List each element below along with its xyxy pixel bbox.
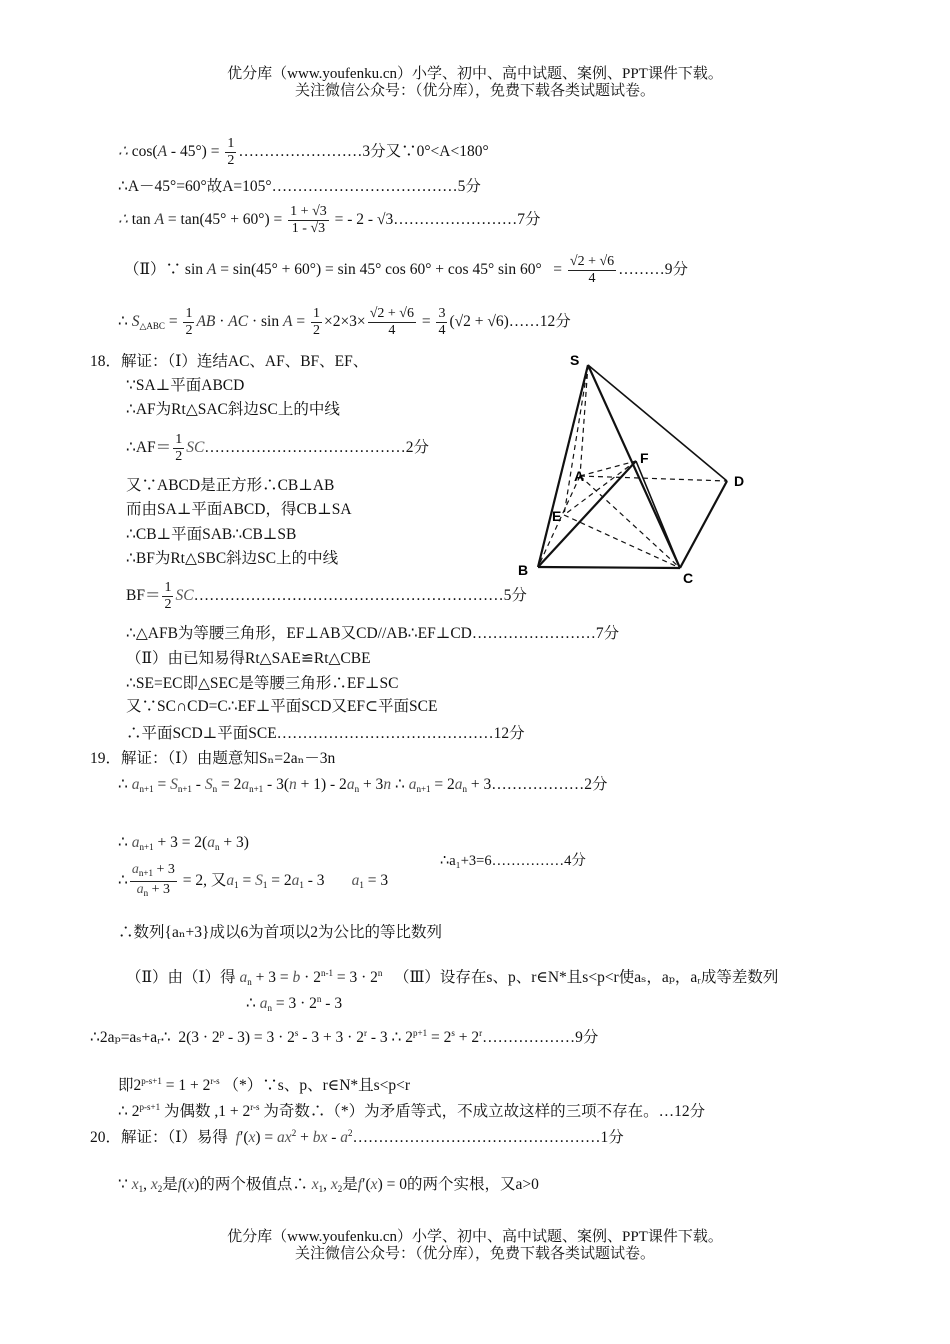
p19-line-8-head: ∴ [118,1103,128,1120]
p19-line-2-tail: ………………2分 [491,776,608,793]
p20-line-1-tail: …………………………………………1分 [352,1129,624,1146]
p17-line-1: ∴ cos(A - 45°) = $\frac{1}{2}$ ……………………3分又∵0°<A<180° [118,136,489,168]
p19-line-5b: ∴ $a_n = 3 \cdot 2^n - 3$ [246,994,343,1013]
footer-line-1: 优分库（www.youfenku.cn）小学、初中、高中试题、案例、PPT课件下载。 [227,1229,723,1245]
p18-line-6: 而由SA⊥平面ABCD，得CB⊥SA [126,501,352,518]
header-line-1: 优分库（www.youfenku.cn）小学、初中、高中试题、案例、PPT课件下载。 [227,66,723,82]
p19-line-6: ∴2aₚ=aₛ+aᵣ∴ $2(3 \cdot 2^p - 3) = 3 \cdot 2^s - 3 + 3 \cdot 2^r - 3$ ∴ $2^{p+1} = 2^s$ + $2^r\dots\dots\dots\dots\dots\dots 9$分 [90,1028,599,1046]
figure-label-E: E [552,508,562,524]
p19-line-5: （Ⅱ）由（Ⅰ）得 $a_n + 3 = b \cdot 2^{n-1} = 3 \cdot 2^n$ （Ⅲ）设存在s、p、r∈N*且s<p<r使aₛ，aₚ，aᵣ成等差数列 [126,968,779,987]
p19-line-8-mid2: 为奇数∴（*）为矛盾等式，不成立故这样的三项不存在。…12分 [263,1103,706,1120]
p20-line-1-head: 20．解证：（Ⅰ）易得 [90,1129,228,1146]
p20-line-2: ∵ $x_1$, $x_2$是f(x)的两个极值点∴ $x_1$, $x_2$是f′(x) = 0的两个实根，又a>0 [118,1176,539,1194]
p19-line-3a: ∴ $a_{n+1} + 3 = 2(a_n + 3)$ [118,834,249,852]
figure-label-C: C [683,570,694,586]
p19-line-2: ∴ $a_{n+1} = S_{n+1} - S_n = 2a_{n+1} - 3(n + 1) - 2a_n + 3n$ ∴ $a_{n+1} = 2a_n$ + 3………………2分 [118,776,608,794]
p17-line-5: ∴ $S_{\triangle ABC}$ = $\frac{1}{2}$ AB · AC · sin A = $\frac{1}{2}$ ×2×3× $\frac{√2 + √6}{4}$ = $\frac{3}{4}$ (√2 + √6)……12分 [118,306,571,338]
p18-line-9-tail: ……………………………………………………5分 [193,587,527,605]
p19-line-5-mid: （Ⅲ）设存在s、p、r∈N*且s<p<r使aₛ，aₚ，aᵣ成等差数列 [393,969,779,986]
figure-label-F: F [640,450,649,466]
p18-line-1: 18．解证：（Ⅰ）连结AC、AF、BF、EF、 [90,353,369,370]
header-line-2: 关注微信公众号：（优分库），免费下载各类试题试卷。 [294,83,655,99]
p17-line-4: （Ⅱ）∵ sin A = sin(45° + 60°) = sin 45° cos 60° + cos 45° sin 60° = $\frac{√2 + √6}{4}$ ………9分 [124,254,688,286]
figure-label-S: S [570,352,580,368]
p17-line-4-head: （Ⅱ）∵ [124,261,182,279]
p18-line-7: ∴CB⊥平面SAB∴CB⊥SB [126,526,297,543]
p20-line-2-tail: 的两个实根，又a>0 [406,1176,539,1193]
p18-line-4: ∴AF＝ $\frac{1}{2}$ SC…………………………………2分 [126,432,430,464]
p19-line-5-head: （Ⅱ）由（Ⅰ）得 [126,969,236,986]
p19-line-4: ∴数列{aₙ+3}成以6为首项以2为公比的等比数列 [118,924,442,941]
p19-line-8-mid: 为偶数 [163,1103,211,1120]
p19-line-6-tail: ………………9分 [482,1029,599,1046]
p19-line-1: 19．解证：（Ⅰ）由题意知Sₙ=2aₙ－3n [90,750,336,767]
p18-line-13: 又∵SC∩CD=C∴EF⊥平面SCD又EF⊂平面SCE [126,698,438,715]
footer-line-2: 关注微信公众号：（优分库），免费下载各类试题试卷。 [294,1246,655,1262]
p17-line-4-tail: ………9分 [618,261,688,279]
p19-line-3c: ∴a₁+3=6……………4分 [440,853,586,869]
figure-label-A: A [574,468,585,484]
p18-line-9: BF＝ $\frac{1}{2}$ SC……………………………………………………5分 [126,580,527,612]
p17-line-3-tail: ……………………7分 [393,211,541,229]
p18-line-11: （Ⅱ）由已知易得Rt△SAE≌Rt△CBE [126,650,371,667]
pyramid-figure [500,345,770,590]
p18-line-9-head: BF＝ [126,587,161,605]
p19-line-8: ∴ $2^{p-s+1}$ 为偶数 $,1 + 2^{r-s}$ 为奇数∴（*）为矛盾等式，不成立故这样的三项不存在。…12分 [118,1102,706,1120]
figure-label-D: D [734,473,745,489]
p19-line-7: 即$2^{p-s+1} = 1 + 2^{r-s}$ （*）∵s、p、r∈N*且s<p<r [118,1076,411,1094]
p19-line-7-head: 即 [118,1077,134,1094]
p18-line-12: ∴SE=EC即△SEC是等腰三角形∴EF⊥SC [126,675,399,692]
p17-line-1-tail: ……………………3分又∵0°<A<180° [238,143,489,161]
p19-line-7-tail: （*）∵s、p、r∈N*且s<p<r [223,1077,411,1094]
p17-line-3: ∴ tan A = tan(45° + 60°) = $\frac{1 + √3}{1 - √3}$ = - 2 - √3……………………7分 [118,204,541,236]
p18-line-4-tail: …………………………………2分 [204,439,430,457]
p18-line-10: ∴△AFB为等腰三角形，EF⊥AB又CD//AB∴EF⊥CD……………………7分 [126,625,620,642]
figure-label-B: B [518,562,529,578]
p18-line-5: 又∵ABCD是正方形∴CB⊥AB [126,477,335,494]
p18-line-3: ∴AF为Rt△SAC斜边SC上的中线 [126,401,340,418]
p20-line-2-mid: 的两个极值点 [199,1176,293,1193]
page-header [0,66,950,100]
p19-line-3b: ∴ $\frac{a_{n+1} + 3}{a_n + 3}$ = 2, 又$a_1 = S_1 = 2a_1 - 3$ $a_1 = 3$ [118,862,389,898]
p18-line-8: ∴BF为Rt△SBC斜边SC上的中线 [126,550,339,567]
page-footer [0,1229,950,1263]
p20-line-1: 20．解证：（Ⅰ）易得 $f'(x) = ax^2$ + bx - $a^2\dots\dots\dots\dots\dots\dots\dots\dots\dots\dots\dots\dots\dots\dots\dots\dots 1$分 [90,1128,624,1146]
p18-line-14: ∴平面SCD⊥平面SCE……………………………………12分 [126,725,525,742]
p17-line-5-tail: ……12分 [508,313,571,331]
p19-line-6-head: ∴2aₚ=aₛ+aᵣ∴ [90,1029,171,1046]
p18-line-4-head: ∴AF＝ [126,439,172,457]
p18-line-2: ∵SA⊥平面ABCD [126,377,245,394]
p17-line-2: ∴A－45°=60°故A=105°………………………………5分 [118,178,481,195]
